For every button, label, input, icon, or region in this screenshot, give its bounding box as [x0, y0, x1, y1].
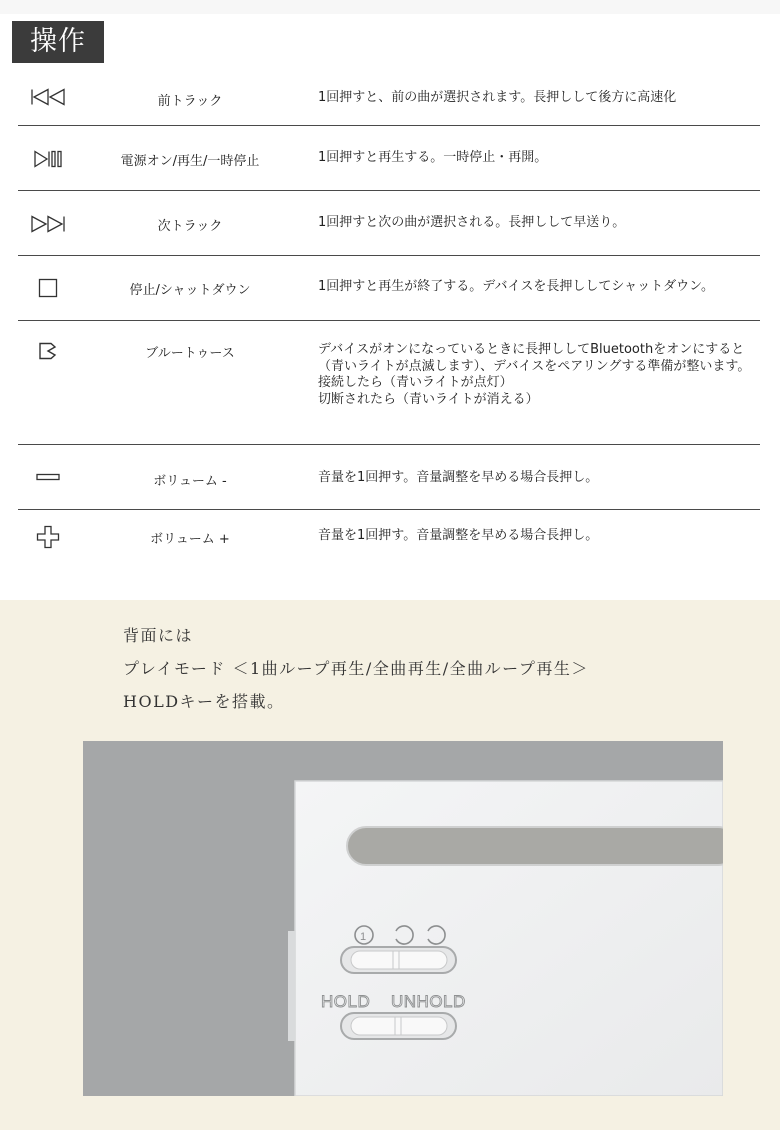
op-row-bluetooth [18, 321, 760, 445]
op-name: 前トラック [157, 94, 223, 109]
op-name: ボリューム - [153, 474, 227, 489]
op-description: デバイスがオンになっているときに長押ししてBluetoothをオンにすると （青いライトが点滅します）、デバイスをペアリングする準備が整います。 接続したら（青いライトが点灯） 切断されたら（青いライトが消える） [318, 342, 751, 407]
stop-icon [18, 278, 78, 298]
previous-track-icon [18, 88, 78, 106]
back-text-line-2: プレイモード ＜1曲ループ再生/全曲再生/全曲ループ再生＞ [123, 659, 589, 678]
back-text-line-1: 背面には [123, 626, 194, 645]
op-description: 1回押すと再生する。一時停止・再開。 [318, 150, 548, 165]
play-pause-icon [18, 150, 78, 168]
volume-down-icon [18, 473, 78, 481]
volume-up-icon [18, 525, 78, 549]
device-back-photo [83, 741, 723, 1096]
op-name: ボリューム + [150, 532, 230, 547]
device-back-illustration [83, 741, 723, 1096]
op-row-stop [18, 256, 760, 321]
top-strip [0, 0, 780, 14]
bluetooth-icon [18, 342, 78, 360]
op-description: 1回押すと次の曲が選択される。長押しして早送り。 [318, 215, 626, 230]
svg-text:1: 1 [360, 931, 367, 943]
op-name: 停止/シャットダウン [129, 283, 251, 298]
op-row-previous [18, 66, 760, 126]
unhold-label: UNHOLD [391, 992, 466, 1011]
hold-label: HOLD [321, 992, 371, 1011]
op-name: 次トラック [157, 219, 223, 234]
op-description: 音量を1回押す。音量調整を早める場合長押し。 [318, 528, 599, 543]
op-description: 音量を1回押す。音量調整を早める場合長押し。 [318, 470, 599, 485]
op-row-volume-down [18, 445, 760, 510]
back-text-line-3: HOLDキーを搭載。 [123, 692, 285, 711]
op-description: 1回押すと再生が終了する。デバイスを長押ししてシャットダウン。 [318, 279, 715, 294]
op-row-next [18, 191, 760, 256]
operations-table [18, 66, 760, 570]
op-name: ブルートゥース [145, 346, 235, 361]
op-row-play-pause [18, 126, 760, 191]
next-track-icon [18, 215, 78, 233]
op-row-volume-up [18, 510, 760, 570]
section-title: 操作 [12, 21, 104, 63]
back-feature-text [123, 619, 763, 718]
op-description: 1回押すと、前の曲が選択されます。長押しして後方に高速化 [318, 90, 677, 105]
op-name: 電源オン/再生/一時停止 [120, 154, 260, 169]
